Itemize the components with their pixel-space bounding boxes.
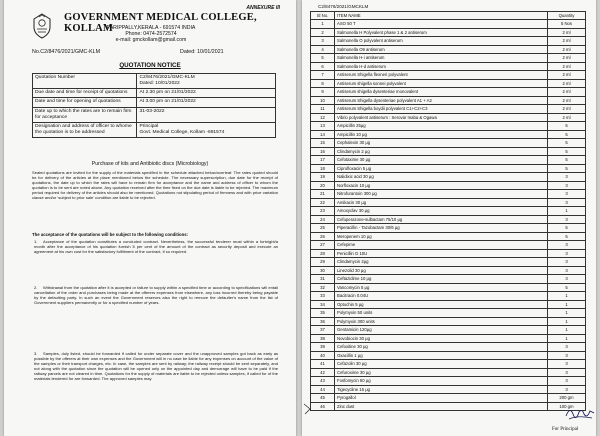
item-sl: 10 xyxy=(311,96,335,105)
condition-clause xyxy=(34,286,278,306)
item-name: Linezolid 30 μg xyxy=(335,266,548,275)
item-sl: 45 xyxy=(311,394,335,403)
table-row xyxy=(311,198,586,207)
table-row xyxy=(311,113,586,122)
item-qty: 3 xyxy=(548,275,586,284)
table-row xyxy=(311,249,586,258)
table-row xyxy=(311,130,586,139)
item-name: Optochin 5 μg xyxy=(335,300,548,309)
item-name: Amoxyclav 30 μg xyxy=(335,207,548,216)
clause-number: 1. xyxy=(34,239,38,244)
item-qty: 1 xyxy=(548,334,586,343)
item-name: Zinc dust xyxy=(335,402,548,411)
item-qty: 3 xyxy=(548,360,586,369)
item-sl: 23 xyxy=(311,207,335,216)
item-qty: 2 ml xyxy=(548,28,586,37)
table-row xyxy=(311,334,586,343)
row-label: Date and time for opening of quotations xyxy=(33,98,137,107)
item-name: Vibrio polyvalent antiserum : Serovar Inaba & Ogawa xyxy=(335,113,548,122)
table-row xyxy=(311,215,586,224)
item-name: Ampicillin 10 μg xyxy=(335,130,548,139)
margin-mark-icon xyxy=(302,402,312,416)
table-row xyxy=(311,300,586,309)
table-row xyxy=(311,326,586,335)
row-value: Principal Govt. Medical College, Kollam -691574 xyxy=(137,122,276,137)
item-name: Piperacillin - Tazobactam 30/6 μg xyxy=(335,224,548,233)
item-name: Ampicillin 25μg xyxy=(335,122,548,131)
item-sl: 4 xyxy=(311,45,335,54)
header-sl: Sl No. xyxy=(311,12,335,20)
condition-clause xyxy=(34,240,278,255)
item-qty: 3 xyxy=(548,190,586,199)
item-sl: 36 xyxy=(311,317,335,326)
item-sl: 46 xyxy=(311,402,335,411)
table-row xyxy=(311,173,586,182)
table-row xyxy=(311,351,586,360)
header-qty: Quantity xyxy=(548,12,586,20)
table-row xyxy=(311,28,586,37)
item-sl: 18 xyxy=(311,164,335,173)
intro-paragraph: Sealed quotations are invited for the supply of the materials specified in the schedule attached below/overleaf. The rates quoted should be for delivery of the articles at the place mentioned below the schedule. The necessary superscription, due date for the receipt of quotations, the date up to which the rates will have to remain firm for acceptance and the name and address of officer to whom the quotation is to be sent are noted above. Any quotation received after the time fixed on the due date is liable to be rejected. The maximum period required for delivery of the articles should also be mentioned. Quotations not stipulating period of firmness and with price variation clause and/or 'subject to prior sale' condition are liable to be rejected. xyxy=(32,170,278,200)
table-row xyxy=(311,164,586,173)
notice-page xyxy=(4,0,296,436)
item-name: Antiserum shigella dysenteriae monovalent xyxy=(335,88,548,97)
table-row xyxy=(311,190,586,199)
clause-number: 2. xyxy=(34,285,38,290)
item-name: Salmonella H-d antiserum xyxy=(335,62,548,71)
item-sl: 13 xyxy=(311,122,335,131)
item-qty: 200 gm xyxy=(548,394,586,403)
item-name: Antiserum shigella sonnei polyvalent xyxy=(335,79,548,88)
schedule-reference: C2/8476/2021/GMCKLM xyxy=(318,4,369,9)
item-name: Oxacillin 1 μg xyxy=(335,351,548,360)
item-name: Norfloxacin 10 μg xyxy=(335,181,548,190)
item-name: Antiserum Shigella boydii polyvalent C1+C2+C3 xyxy=(335,105,548,114)
item-qty: 5 xyxy=(548,283,586,292)
item-qty: 1 xyxy=(548,300,586,309)
item-sl: 21 xyxy=(311,190,335,199)
item-name: Pyrogallol xyxy=(335,394,548,403)
item-qty: 3 xyxy=(548,241,586,250)
item-qty: 100 gm xyxy=(548,402,586,411)
item-name: Antiserum Shigella dysenteriae polyvalent A1 + A2 xyxy=(335,96,548,105)
item-name: Polymyxin 50 units xyxy=(335,309,548,318)
table-row xyxy=(311,88,586,97)
table-row xyxy=(311,275,586,284)
signature-icon xyxy=(564,402,596,424)
item-qty: 5 xyxy=(548,164,586,173)
item-sl: 25 xyxy=(311,224,335,233)
item-qty: 3 xyxy=(548,215,586,224)
item-sl: 44 xyxy=(311,385,335,394)
item-name: Clindamycin 2 μg xyxy=(335,147,548,156)
table-row xyxy=(311,402,586,411)
item-sl: 5 xyxy=(311,54,335,63)
item-sl: 2 xyxy=(311,28,335,37)
table-row xyxy=(311,241,586,250)
table-row xyxy=(311,139,586,148)
item-name: Cefazolin 30 μg xyxy=(335,360,548,369)
table-row xyxy=(311,207,586,216)
item-sl: 20 xyxy=(311,181,335,190)
table-row xyxy=(33,89,276,98)
item-name: Salmonella H Polyvalent phase 1 & 2 antiserum xyxy=(335,28,548,37)
item-sl: 1 xyxy=(311,20,335,29)
organization-address: PARIPPALLY,KERALA - 691574 INDIA xyxy=(106,25,196,31)
table-row xyxy=(33,98,276,107)
row-value: At 2.30 pm on 21/01/2022 xyxy=(137,89,276,98)
item-sl: 11 xyxy=(311,105,335,114)
item-qty: 2 ml xyxy=(548,88,586,97)
table-row xyxy=(311,96,586,105)
reference-number: No.C2/8476/2021/GMC-KLM xyxy=(32,49,101,55)
row-label: Quotation Number xyxy=(33,74,137,89)
table-row xyxy=(311,54,586,63)
item-name: Nitrofurantoin 300 μg xyxy=(335,190,548,199)
reference-date: Dated: 10/01/2021 xyxy=(180,49,224,55)
item-sl: 22 xyxy=(311,198,335,207)
item-qty: 5 xyxy=(548,232,586,241)
item-sl: 12 xyxy=(311,113,335,122)
table-row xyxy=(311,377,586,386)
item-name: Fosfomycin 50 μg xyxy=(335,377,548,386)
item-qty: 1 xyxy=(548,326,586,335)
table-row xyxy=(311,292,586,301)
table-row xyxy=(311,283,586,292)
organization-email: e-mail: gmckollam@gmail.com xyxy=(115,37,187,43)
purchase-subject: Purchase of kits and Antibiotic discs (Microbiology) xyxy=(91,161,209,167)
header-item: ITEM NAME xyxy=(335,12,548,20)
item-name: Salmonella O9 antiserum xyxy=(335,45,548,54)
quotation-details-table xyxy=(32,73,276,138)
item-name: Cefoxitine 30 μg xyxy=(335,343,548,352)
item-qty: 2 ml xyxy=(548,105,586,114)
table-row xyxy=(311,62,586,71)
item-sl: 17 xyxy=(311,156,335,165)
item-name: Nalidixic acid 30 μg xyxy=(335,173,548,182)
item-sl: 39 xyxy=(311,343,335,352)
item-sl: 43 xyxy=(311,377,335,386)
table-row xyxy=(311,368,586,377)
condition-clause xyxy=(34,352,278,382)
item-sl: 34 xyxy=(311,300,335,309)
item-name: Amikacin 30 μg xyxy=(335,198,548,207)
item-qty: 5 xyxy=(548,147,586,156)
table-row xyxy=(311,343,586,352)
item-qty: 2 ml xyxy=(548,71,586,80)
item-name: Polymyxin 300 units xyxy=(335,317,548,326)
item-qty: 2 ml xyxy=(548,79,586,88)
item-sl: 42 xyxy=(311,368,335,377)
item-sl: 37 xyxy=(311,326,335,335)
table-row xyxy=(311,360,586,369)
table-row xyxy=(33,74,276,89)
item-name: Cephalexin 30 μg xyxy=(335,139,548,148)
item-qty: 2 ml xyxy=(548,62,586,71)
state-emblem-icon xyxy=(31,13,53,39)
item-sl: 3 xyxy=(311,37,335,46)
clause-text: Acceptance of the quotation constitutes a concluded contract. Nevertheless, the successful tenderer must within a fortnight/a month after the acceptance of his quotation furnish 5 per cent of the amount of the contract as security deposit and execute an agreement at his own cost for the satisfactory fulfillment of the contract, if so required. xyxy=(34,239,278,254)
item-qty: 2 ml xyxy=(548,37,586,46)
table-row xyxy=(311,266,586,275)
item-name: Salmonella H-i antiserum xyxy=(335,54,548,63)
conditions-heading: The acceptance of the quotations will be subject to the following conditions: xyxy=(32,232,189,237)
item-qty: 3 xyxy=(548,173,586,182)
item-sl: 41 xyxy=(311,360,335,369)
item-name: Cefuroxime 30 μg xyxy=(335,368,548,377)
items-body xyxy=(311,20,586,411)
item-name: Cefoperazone-sulbactam 75/10 μg xyxy=(335,215,548,224)
item-qty: 3 xyxy=(548,249,586,258)
item-name: Tigecycline 15 μg xyxy=(335,385,548,394)
table-row xyxy=(311,317,586,326)
item-qty: 3 xyxy=(548,266,586,275)
item-sl: 19 xyxy=(311,173,335,182)
item-qty: 2 ml xyxy=(548,113,586,122)
table-row xyxy=(311,147,586,156)
item-sl: 8 xyxy=(311,79,335,88)
schedule-page xyxy=(302,0,596,436)
item-sl: 31 xyxy=(311,275,335,284)
item-sl: 16 xyxy=(311,147,335,156)
table-row xyxy=(311,71,586,80)
item-qty: 5 Nos xyxy=(548,20,586,29)
item-sl: 28 xyxy=(311,249,335,258)
item-qty: 3 xyxy=(548,377,586,386)
table-row xyxy=(311,224,586,233)
item-qty: 5 xyxy=(548,130,586,139)
notice-title: QUOTATION NOTICE xyxy=(119,62,181,69)
item-sl: 35 xyxy=(311,309,335,318)
item-name: Gentamicin 120μg xyxy=(335,326,548,335)
table-header-row xyxy=(311,12,586,20)
item-sl: 9 xyxy=(311,88,335,97)
table-row xyxy=(311,79,586,88)
item-name: Meropenem 10 μg xyxy=(335,232,548,241)
item-name: Novobiocin 30 μg xyxy=(335,334,548,343)
table-row xyxy=(311,45,586,54)
item-qty: 1 xyxy=(548,309,586,318)
item-qty: 5 xyxy=(548,224,586,233)
item-name: Vancomycin 5 μg xyxy=(335,283,548,292)
table-row xyxy=(311,181,586,190)
item-sl: 7 xyxy=(311,71,335,80)
item-sl: 15 xyxy=(311,139,335,148)
item-qty: 2 ml xyxy=(548,45,586,54)
table-row xyxy=(311,394,586,403)
item-qty: 3 xyxy=(548,181,586,190)
item-name: Penicillin G 10U xyxy=(335,249,548,258)
clause-number: 3. xyxy=(34,351,38,356)
row-label: Designation and address of officer to whome the quotation is to be addressed xyxy=(33,122,137,137)
table-row xyxy=(311,122,586,131)
table-row xyxy=(311,37,586,46)
item-sl: 30 xyxy=(311,266,335,275)
table-row xyxy=(311,385,586,394)
item-name: ASO 50 T xyxy=(335,20,548,29)
item-name: Clindamycin 2μg xyxy=(335,258,548,267)
row-value: 31-03-2022 xyxy=(137,107,276,122)
item-sl: 29 xyxy=(311,258,335,267)
item-qty: 3 xyxy=(548,258,586,267)
table-row xyxy=(311,20,586,29)
item-name: Ciprofloxacin 5 μg xyxy=(335,164,548,173)
row-label: Due date and time for receipt of quotations xyxy=(33,89,137,98)
item-qty: 1 xyxy=(548,317,586,326)
item-sl: 38 xyxy=(311,334,335,343)
item-sl: 26 xyxy=(311,232,335,241)
item-name: Antiserum Shigella flexneri polyvalent xyxy=(335,71,548,80)
item-qty: 2 ml xyxy=(548,96,586,105)
item-name: Ceftazidime 10 μg xyxy=(335,275,548,284)
item-qty: 3 xyxy=(548,198,586,207)
item-sl: 33 xyxy=(311,292,335,301)
organization-phone: Phone: 0474-2572574 xyxy=(125,31,177,37)
table-row xyxy=(311,156,586,165)
organization-name: GOVERNMENT MEDICAL COLLEGE, KOLLAM xyxy=(64,12,257,34)
annexure-label: ANNEXURE III xyxy=(246,5,280,11)
item-qty: 3 xyxy=(548,385,586,394)
items-table xyxy=(310,11,586,411)
table-row xyxy=(311,105,586,114)
item-sl: 32 xyxy=(311,283,335,292)
table-row xyxy=(311,309,586,318)
item-sl: 27 xyxy=(311,241,335,250)
clause-text: Samples, duly listed, should be forwarded if called for under separate cover and the unapproved samples got back as early as possible by the offerers at their own expenses and the Government will in no case be liable for any expenses on account of the value of the samples or their transport charges, etc. In case, the samples are sent by railway; the railway receipt should be sent separately, and not along with the quotation since the quotation will be opened only on the appointed day and demurrage will have to be paid if the railway parcels are not cleared in time. Quotations for the supply of materials are liable to be rejected unless samples, if called for of the materials tendered for are forwarded. The approved samples may xyxy=(34,351,278,381)
item-sl: 24 xyxy=(311,215,335,224)
table-row xyxy=(311,258,586,267)
row-value: At 3.00 pm on 21/01/2022 xyxy=(137,98,276,107)
item-qty: 1 xyxy=(548,292,586,301)
item-name: Cefepime xyxy=(335,241,548,250)
item-qty: 5 xyxy=(548,122,586,131)
row-value: C2/8476/2021/GMC-KLM Dated: 10/01/2022 xyxy=(137,74,276,89)
item-sl: 40 xyxy=(311,351,335,360)
item-qty: 3 xyxy=(548,368,586,377)
item-qty: 5 xyxy=(548,139,586,148)
clause-text: Withdrawal from the quotation after it is accepted or failure to supply within a specified time or according to specifications will entail cancellation of the order and purchases being made at the offerers expenses from elsewhere, any loss incurred thereby being payable by the defaulting party. In such an event the Government reserves also the right to remove the defaulter's name from the list of Government suppliers permanently or for a specified number of years. xyxy=(34,285,278,305)
table-row xyxy=(33,122,276,137)
item-qty: 3 xyxy=(548,351,586,360)
item-qty: 5 xyxy=(548,156,586,165)
row-label: Date up to which the rates are to remain firm for acceptance xyxy=(33,107,137,122)
item-qty: 3 xyxy=(548,343,586,352)
item-sl: 14 xyxy=(311,130,335,139)
item-sl: 6 xyxy=(311,62,335,71)
item-name: Cefotaxime 30 μg xyxy=(335,156,548,165)
item-qty: 1 xyxy=(548,207,586,216)
signature-label: For Principal xyxy=(552,427,579,432)
item-qty: 2 ml xyxy=(548,54,586,63)
item-name: Salmonella O polyvalent antiserum xyxy=(335,37,548,46)
item-name: Bacitracin 0.04U xyxy=(335,292,548,301)
table-row xyxy=(33,107,276,122)
table-row xyxy=(311,232,586,241)
